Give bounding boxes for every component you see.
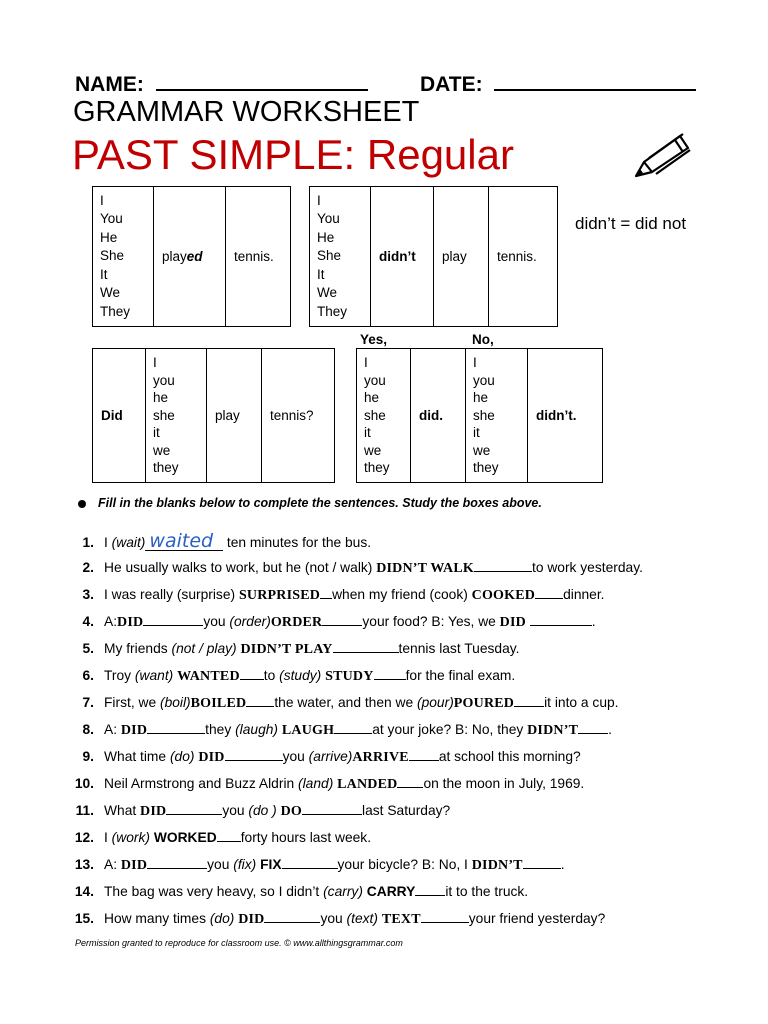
item-number: 6. xyxy=(82,668,94,683)
sentence-text: He usually walks to work, but he (not / walk) xyxy=(104,560,377,575)
verb-hint: (want) xyxy=(134,668,178,683)
sentence-text: I xyxy=(104,535,112,550)
sentence-text: . xyxy=(608,722,612,737)
verb-cell: play xyxy=(207,349,262,483)
sentence-text: you xyxy=(320,911,347,926)
item-number: 4. xyxy=(82,614,94,629)
sentence-text: . xyxy=(560,857,565,872)
item-number: 10. xyxy=(74,776,94,791)
question-table xyxy=(92,348,335,483)
sentence-text: it into a cup. xyxy=(544,695,619,710)
name-label: NAME: xyxy=(75,73,144,96)
instruction xyxy=(78,496,542,510)
filled-answer: DIDN’T WALK xyxy=(376,561,474,576)
sentence-text: . xyxy=(591,614,596,629)
item-number: 11. xyxy=(75,803,94,818)
sentence-text: What time xyxy=(104,749,170,764)
item-number: 13. xyxy=(74,857,94,872)
filled-answer: DIDN’T PLAY xyxy=(240,642,333,657)
filled-answer: SURPRISED xyxy=(238,588,321,603)
object-cell: tennis. xyxy=(489,187,558,327)
answer-blank xyxy=(415,883,445,896)
short-answer-table xyxy=(356,348,603,483)
exercise-item xyxy=(70,748,581,766)
verb-cell: play xyxy=(434,187,489,327)
exercise-item xyxy=(70,667,515,685)
answer-blank xyxy=(409,748,439,761)
date-label: DATE: xyxy=(420,73,483,96)
pronoun-column: I You He She It We They xyxy=(310,187,371,327)
pronoun-column: I you he she it we they xyxy=(146,349,207,483)
filled-answer: DID xyxy=(120,858,148,873)
verb-hint: (fix) xyxy=(233,857,261,872)
filled-answer: ORDER xyxy=(270,615,323,630)
answer-blank xyxy=(523,856,561,869)
sentence-text: they xyxy=(205,722,236,737)
verb-hint: (text) xyxy=(346,911,382,926)
filled-answer: DO xyxy=(280,804,303,819)
exercise-item xyxy=(70,694,619,712)
verb-hint: (order) xyxy=(229,614,271,629)
answer-blank xyxy=(264,910,320,923)
pronoun-column: I You He She It We They xyxy=(93,187,154,327)
instruction-text: Fill in the blanks below to complete the sentences. Study the boxes above. xyxy=(98,496,542,510)
sentence-text: when my friend (cook) xyxy=(332,587,472,602)
date-field xyxy=(420,71,696,97)
answer-blank xyxy=(246,694,274,707)
answer-blank xyxy=(474,559,532,572)
item-number: 5. xyxy=(82,641,94,656)
answer-blank xyxy=(166,802,222,815)
exercise-item xyxy=(70,856,565,874)
filled-answer: FIX xyxy=(260,857,282,872)
answer-blank xyxy=(322,613,362,626)
filled-answer: DID xyxy=(140,804,167,819)
verb-hint: (pour) xyxy=(416,695,454,710)
answer-blank xyxy=(302,802,362,815)
sentence-text: at school this morning? xyxy=(438,749,581,764)
filled-answer: DID xyxy=(120,723,148,738)
footer-permission: Permission granted to reproduce for classroom use. © www.allthingsgrammar.com xyxy=(75,938,403,948)
item-number: 14. xyxy=(74,884,94,899)
answer-blank xyxy=(147,856,207,869)
filled-answer: LAUGH xyxy=(281,723,335,738)
filled-answer: TEXT xyxy=(381,912,421,927)
pencil-icon xyxy=(632,130,692,182)
no-label: No, xyxy=(472,332,494,347)
sentence-text: to work yesterday. xyxy=(531,560,643,575)
yes-pronoun-column: I you he she it we they xyxy=(357,349,411,483)
sentence-text: you xyxy=(203,614,230,629)
answer-blank xyxy=(240,667,264,680)
sentence-text: for the final exam. xyxy=(405,668,516,683)
answer-blank xyxy=(217,829,241,842)
filled-answer: STUDY xyxy=(325,669,374,684)
aux-cell: Did xyxy=(93,349,146,483)
answer-blank xyxy=(421,910,469,923)
answer-blank xyxy=(282,856,338,869)
verb-hint: (work) xyxy=(111,830,154,845)
verb-hint: (do) xyxy=(169,749,199,764)
exercise-item xyxy=(70,883,528,899)
name-field xyxy=(75,71,368,97)
verb-hint: (boil) xyxy=(159,695,191,710)
verb-hint: (wait) xyxy=(111,535,146,550)
exercise-item xyxy=(70,559,643,577)
verb-hint: (do ) xyxy=(248,803,281,818)
sentence-text: on the moon in July, 1969. xyxy=(423,776,585,791)
verb-hint: (do) xyxy=(209,911,239,926)
yes-aux-cell: did. xyxy=(411,349,466,483)
item-number: 7. xyxy=(82,695,94,710)
sentence-text: it to the truck. xyxy=(445,884,529,899)
sentence-text: your friend yesterday? xyxy=(468,911,606,926)
handwritten-answer: waited xyxy=(145,532,223,551)
aux-cell: didn’t xyxy=(371,187,434,327)
item-number: 12. xyxy=(74,830,94,845)
sentence-text: A: xyxy=(104,722,121,737)
sentence-text: I was really (surprise) xyxy=(104,587,239,602)
exercise-item xyxy=(70,586,605,604)
answer-blank xyxy=(578,721,608,734)
sentence-text: tennis last Tuesday. xyxy=(398,641,520,656)
filled-answer: DID xyxy=(499,615,526,630)
sentence-text: A: xyxy=(104,614,118,629)
answer-blank xyxy=(397,775,423,788)
name-blank xyxy=(156,71,368,91)
sentence-text: you xyxy=(282,749,309,764)
object-cell: tennis. xyxy=(226,187,291,327)
verb-hint: (laugh) xyxy=(235,722,282,737)
item-number: 1. xyxy=(82,535,94,550)
sentence-text: ten minutes for the bus. xyxy=(223,535,372,550)
sentence-text: forty hours last week. xyxy=(240,830,372,845)
positive-table xyxy=(92,186,291,327)
answer-blank xyxy=(143,613,203,626)
answer-blank xyxy=(147,721,205,734)
sentence-text: your bicycle? B: No, I xyxy=(337,857,472,872)
filled-answer: DID xyxy=(198,750,225,765)
filled-answer: LANDED xyxy=(337,777,398,792)
verb-hint: (arrive) xyxy=(308,749,353,764)
no-pronoun-column: I you he she it we they xyxy=(466,349,528,483)
object-cell: tennis? xyxy=(262,349,335,483)
item-number: 3. xyxy=(82,587,94,602)
verb-cell: played xyxy=(154,187,226,327)
filled-answer: WANTED xyxy=(177,669,240,684)
verb-hint: (not / play) xyxy=(171,641,241,656)
item-number: 9. xyxy=(82,749,94,764)
sentence-text: My friends xyxy=(104,641,172,656)
sentence-text: the water, and then we xyxy=(274,695,417,710)
sentence-text: your food? B: Yes, we xyxy=(362,614,500,629)
sentence-text: Troy xyxy=(104,668,135,683)
sentence-text: I xyxy=(104,830,112,845)
sentence-text: Neil Armstrong and Buzz Aldrin xyxy=(104,776,299,791)
bullet-icon xyxy=(78,500,86,508)
exercise-item xyxy=(70,775,584,793)
sentence-text: What xyxy=(104,803,141,818)
filled-answer: DID xyxy=(238,912,265,927)
answer-blank xyxy=(374,667,406,680)
answer-blank xyxy=(225,748,283,761)
item-number: 15. xyxy=(74,911,94,926)
sentence-text: you xyxy=(222,803,249,818)
filled-answer: DIDN’T xyxy=(527,723,579,738)
sentence-text: The bag was very heavy, so I didn’t xyxy=(104,884,324,899)
sentence-text: to xyxy=(263,668,280,683)
answer-blank xyxy=(320,586,332,599)
exercise-item xyxy=(70,640,519,658)
exercise-item xyxy=(70,721,612,739)
verb-hint: (land) xyxy=(298,776,338,791)
sentence-text: last Saturday? xyxy=(362,803,451,818)
filled-answer: DIDN’T xyxy=(471,858,523,873)
negative-table xyxy=(309,186,558,327)
filled-answer: DID xyxy=(117,615,144,630)
sentence-text: First, we xyxy=(104,695,160,710)
exercise-item xyxy=(70,910,605,928)
sentence-text: at your joke? B: No, they xyxy=(372,722,528,737)
exercise-item xyxy=(70,802,450,820)
no-aux-cell: didn’t. xyxy=(528,349,603,483)
yes-label: Yes, xyxy=(360,332,388,347)
answer-blank xyxy=(530,613,592,626)
sentence-text: How many times xyxy=(104,911,210,926)
item-number: 2. xyxy=(82,560,94,575)
worksheet-title: GRAMMAR WORKSHEET xyxy=(73,96,420,128)
answer-blank xyxy=(334,721,372,734)
filled-answer: WORKED xyxy=(153,830,217,845)
exercise-item xyxy=(70,532,371,551)
filled-answer: COOKED xyxy=(471,588,536,603)
filled-answer: CARRY xyxy=(366,884,416,899)
answer-blank xyxy=(535,586,563,599)
verb-hint: (carry) xyxy=(323,884,367,899)
filled-answer: POURED xyxy=(453,696,515,711)
exercise-item xyxy=(70,829,371,845)
answer-blank xyxy=(514,694,544,707)
answer-blank xyxy=(333,640,399,653)
sentence-text: you xyxy=(207,857,234,872)
exercise-item xyxy=(70,613,596,631)
worksheet-subtitle: PAST SIMPLE: Regular xyxy=(72,131,514,178)
filled-answer: BOILED xyxy=(190,696,247,711)
didnt-note: didn’t = did not xyxy=(575,214,687,233)
verb-ending: ed xyxy=(186,249,203,264)
sentence-text: dinner. xyxy=(563,587,605,602)
sentence-text: A: xyxy=(104,857,121,872)
item-number: 8. xyxy=(82,722,94,737)
verb-hint: (study) xyxy=(279,668,326,683)
date-blank xyxy=(494,71,696,91)
filled-answer: ARRIVE xyxy=(352,750,409,765)
